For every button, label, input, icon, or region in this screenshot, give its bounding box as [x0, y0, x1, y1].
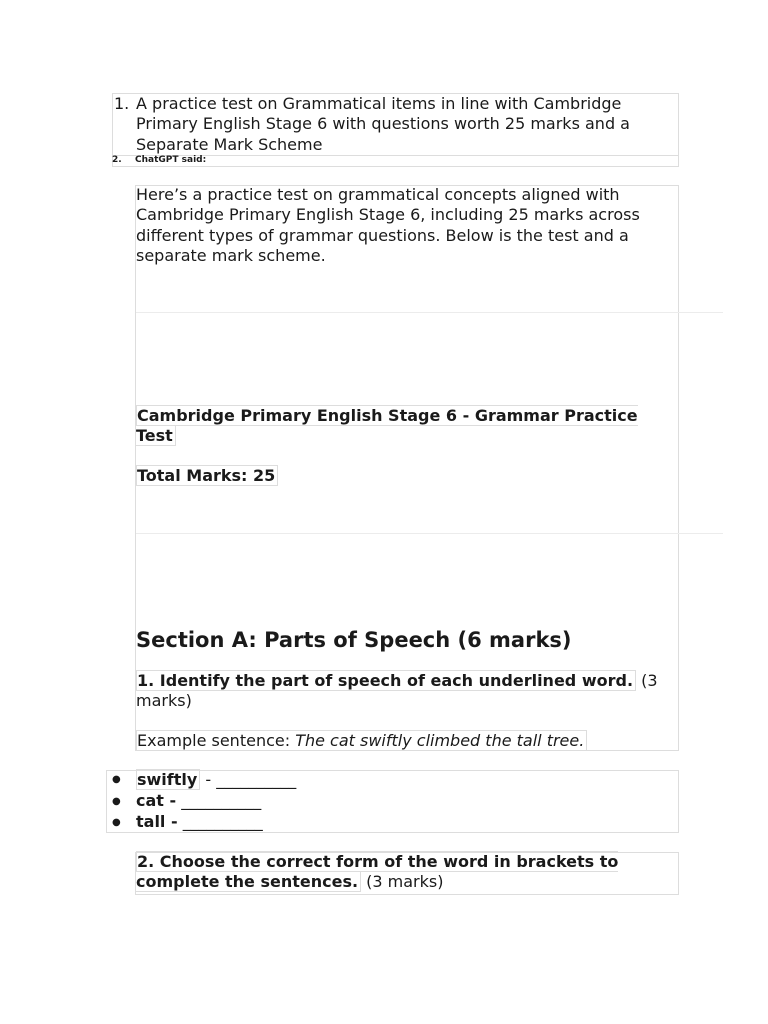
question-2-prompt: 2. Choose the correct form of the word in brackets to complete the sentences. (3 marks): [136, 852, 619, 892]
answer-blank[interactable]: __________: [216, 770, 297, 789]
answer-blank[interactable]: __________: [181, 791, 262, 810]
list-item-1-number: 1.: [114, 94, 130, 113]
question-1-prompt: 1. Identify the part of speech of each underlined word. (3 marks): [136, 671, 658, 711]
divider-2: [136, 533, 723, 534]
bullet-icon: ●: [112, 796, 121, 807]
example-sentence-line: Example sentence: The cat swiftly climbed the tall tree.: [136, 731, 587, 751]
chatgpt-said-label: ChatGPT said:: [135, 155, 207, 165]
list-item-1-text: A practice test on Grammatical items in line with Cambridge Primary English Stage 6 with questions worth 25 marks and a Separate Mark Scheme: [136, 94, 630, 154]
list-item-cat: cat - __________: [136, 791, 262, 810]
answer-blank[interactable]: __________: [182, 812, 263, 831]
bullet-icon: ●: [112, 817, 121, 828]
list-item-2-number: 2.: [112, 155, 122, 165]
intro-paragraph: Here’s a practice test on grammatical concepts aligned with Cambridge Primary English Stage 6, including 25 marks across different types of grammar questions. Below is the test and a separate mark scheme.: [136, 185, 640, 265]
list-item-tall: tall - __________: [136, 812, 263, 831]
section-a-heading: Section A: Parts of Speech (6 marks): [136, 628, 572, 652]
test-title: Cambridge Primary English Stage 6 - Grammar Practice Test: [136, 406, 638, 446]
list-item-swiftly: swiftly - __________: [137, 770, 297, 789]
bullet-icon: ●: [112, 774, 121, 785]
total-marks: Total Marks: 25: [136, 466, 278, 486]
divider-1: [136, 312, 723, 313]
